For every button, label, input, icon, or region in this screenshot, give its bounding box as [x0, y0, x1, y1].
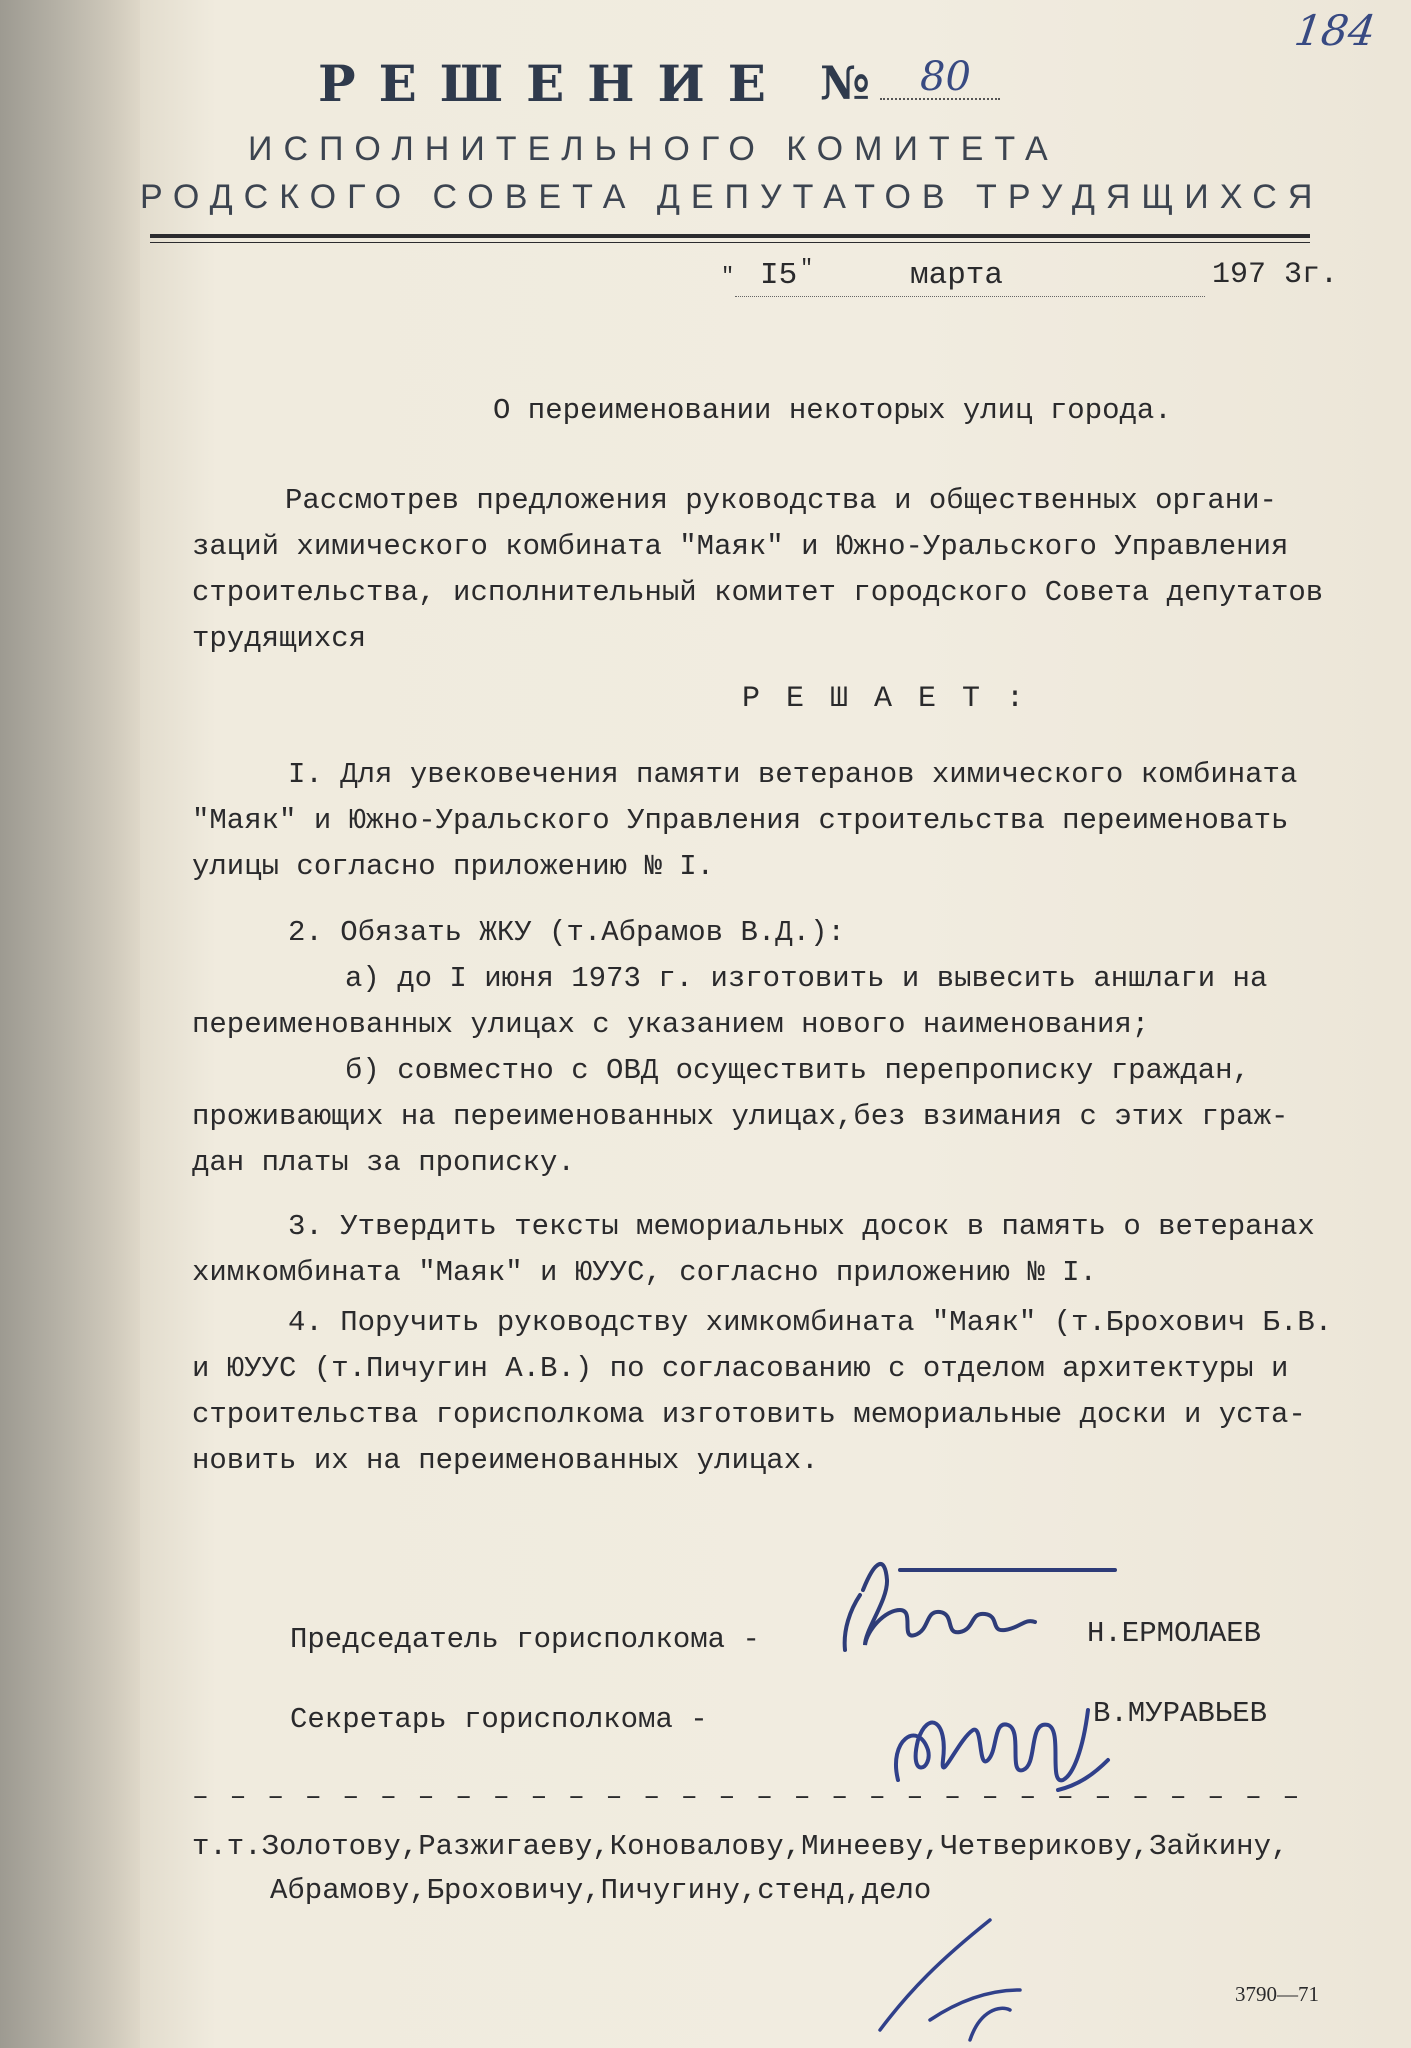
- subject-line: О переименовании некоторых улиц города.: [493, 394, 1172, 427]
- item2-line-4: б) совместно с ОВД осуществить перепрописку граждан,: [345, 1054, 1250, 1087]
- chairman-signature: [805, 1540, 1205, 1670]
- date-month: марта: [910, 258, 1004, 293]
- item4-line-2: и ЮУУС (т.Пичугин А.В.) по согласованию с отделом архитектуры и: [192, 1352, 1289, 1385]
- item4-line-3: строительства горисполкома изготовить мемориальные доски и уста-: [192, 1398, 1306, 1431]
- archive-number: 184: [1291, 6, 1379, 55]
- org-line-1: ИСПОЛНИТЕЛЬНОГО КОМИТЕТА: [248, 130, 1059, 168]
- org-line-2: РОДСКОГО СОВЕТА ДЕПУТАТОВ ТРУДЯЩИХСЯ: [140, 178, 1324, 216]
- item2-line-1: 2. Обязать ЖКУ (т.Абрамов В.Д.):: [288, 916, 845, 949]
- date-day: I5: [760, 258, 798, 293]
- secretary-title: Секретарь горисполкома -: [290, 1703, 708, 1736]
- document-title: РЕШЕНИЕ: [318, 54, 789, 113]
- header-rule-thick: [150, 234, 1310, 238]
- item2-line-6: дан платы за прописку.: [192, 1146, 575, 1179]
- distribution-separator: – – – – – – – – – – – – – – – – – – – – – – – – – – – – – –: [192, 1782, 1302, 1813]
- preamble-line-2: заций химического комбината "Маяк" и Южно-Уральского Управления: [192, 530, 1289, 563]
- distribution-line-1: т.т.Золотову,Разжигаеву,Коновалову,Минееву,Четверикову,Зайкину,: [192, 1830, 1289, 1863]
- form-number: 3790—71: [1235, 1982, 1319, 2006]
- item2-line-2: а) до I июня 1973 г. изготовить и вывесить аншлаги на: [345, 962, 1268, 995]
- resolves-heading: Р Е Ш А Е Т :: [742, 682, 1029, 716]
- book-spine: [0, 0, 150, 2048]
- chairman-name: Н.ЕРМОЛАЕВ: [1087, 1617, 1262, 1650]
- preamble-line-1: Рассмотрев предложения руководства и общественных органи-: [285, 484, 1277, 517]
- date-year: 197 3г.: [1212, 258, 1339, 292]
- item4-line-1: 4. Поручить руководству химкомбината "Маяк" (т.Брохович Б.В.: [288, 1306, 1333, 1339]
- item3-line-2: химкомбината "Маяк" и ЮУУС, согласно приложению № I.: [192, 1256, 1097, 1289]
- item1-line-2: "Маяк" и Южно-Уральского Управления строительства переименовать: [192, 804, 1289, 837]
- item3-line-1: 3. Утвердить тексты мемориальных досок в память о ветеранах: [288, 1210, 1315, 1243]
- preamble-line-4: трудящихся: [192, 622, 367, 655]
- header-rule-thin: [150, 242, 1310, 243]
- secretary-name: В.МУРАВЬЕВ: [1093, 1697, 1268, 1730]
- item4-line-4: новить их на переименованных улицах.: [192, 1444, 819, 1477]
- date-quote-close: ": [800, 256, 814, 281]
- preamble-line-3: строительства, исполнительный комитет городского Совета депутатов: [192, 576, 1324, 609]
- item2-line-5: проживающих на переименованных улицах,без взимания с этих граж-: [192, 1100, 1289, 1133]
- initials-mark: [870, 1910, 1070, 2048]
- item2-line-3: переименованных улицах с указанием нового наименования;: [192, 1008, 1150, 1041]
- distribution-line-2: Абрамову,Броховичу,Пичугину,стенд,дело: [270, 1874, 932, 1907]
- number-sign: №: [820, 56, 870, 110]
- date-quote-open: ": [721, 264, 735, 289]
- date-underline: [735, 296, 1205, 297]
- item1-line-1: I. Для увековечения памяти ветеранов химического комбината: [288, 758, 1298, 791]
- item1-line-3: улицы согласно приложению № I.: [192, 850, 715, 883]
- decision-number: 80: [920, 54, 971, 100]
- chairman-title: Председатель горисполкома -: [290, 1623, 760, 1656]
